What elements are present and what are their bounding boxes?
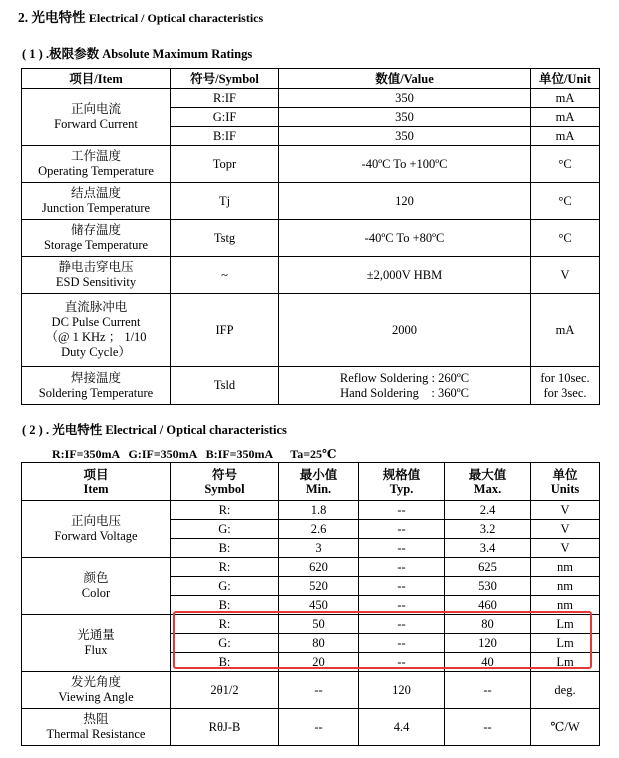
- table-row: [22, 89, 600, 108]
- max-cell: 530: [445, 577, 531, 596]
- typ-cell: --: [359, 577, 445, 596]
- typ-cell: 4.4: [359, 709, 445, 746]
- min-cell: --: [279, 709, 359, 746]
- header-en: Typ.: [389, 481, 414, 496]
- item-en: Soldering Temperature: [38, 385, 154, 400]
- item-en: Junction Temperature: [41, 201, 151, 215]
- table-row: [22, 183, 600, 220]
- item-en: Storage Temperature: [43, 238, 149, 252]
- min-cell: 620: [279, 558, 359, 577]
- item-en: Flux: [84, 643, 108, 657]
- typ-cell: --: [359, 596, 445, 615]
- unit-cell: nm: [531, 596, 600, 615]
- header-en: Symbol: [204, 481, 245, 496]
- section-title-cn: 2. 光电特性: [18, 10, 86, 25]
- table-row: [22, 501, 600, 520]
- max-cell: --: [445, 672, 531, 709]
- symbol-cell: R:: [171, 558, 279, 577]
- typ-cell: --: [359, 501, 445, 520]
- typ-cell: --: [359, 615, 445, 634]
- table-header-row: [22, 463, 600, 501]
- symbol-cell: B:: [171, 539, 279, 558]
- max-cell: 3.2: [445, 520, 531, 539]
- min-cell: 3: [279, 539, 359, 558]
- symbol-cell: G:: [171, 520, 279, 539]
- optical-characteristics-table: [21, 462, 600, 746]
- min-cell: 50: [279, 615, 359, 634]
- item-forward-current: [22, 89, 171, 146]
- symbol-cell: 2θ1/2: [171, 672, 279, 709]
- symbol-cell: G:IF: [171, 108, 279, 127]
- unit-cell: Lm: [531, 634, 600, 653]
- item-color: [22, 558, 171, 615]
- item-cn: 工作温度: [70, 149, 121, 163]
- col-header-value: 数值/Value: [279, 69, 531, 89]
- item-cn: 正向电压: [70, 514, 121, 528]
- item-note: （@ 1 KHz ； 1/10: [45, 330, 147, 344]
- item-cn: 发光角度: [70, 675, 121, 689]
- value-cell: -40ºC To +100ºC: [279, 146, 531, 183]
- item-cn: 静电击穿电压: [58, 260, 134, 274]
- header-en: Max.: [473, 481, 502, 496]
- item-cn: 热阻: [83, 712, 109, 726]
- item-cell: [22, 257, 171, 294]
- col-header-symbol: [171, 463, 279, 501]
- section-title: [18, 6, 263, 26]
- symbol-cell: Tstg: [171, 220, 279, 257]
- item-cn: 正向电流: [70, 102, 121, 116]
- header-cn: 符号: [211, 467, 237, 482]
- header-cn: 最大值: [468, 467, 507, 482]
- unit-cell: ℃/W: [531, 709, 600, 746]
- unit-cell: mA: [531, 294, 600, 367]
- unit-cell: nm: [531, 577, 600, 596]
- col-header-max: [445, 463, 531, 501]
- unit-cell: Lm: [531, 615, 600, 634]
- header-cn: 最小值: [299, 467, 338, 482]
- symbol-cell: RθJ-B: [171, 709, 279, 746]
- min-cell: 520: [279, 577, 359, 596]
- table-row: [22, 294, 600, 367]
- min-cell: 2.6: [279, 520, 359, 539]
- item-en: Forward Voltage: [54, 529, 138, 543]
- abs-max-heading: ( 1 ) .极限参数 Absolute Maximum Ratings: [22, 47, 253, 61]
- item-en: Color: [81, 586, 111, 600]
- min-cell: 20: [279, 653, 359, 672]
- unit-cell: Lm: [531, 653, 600, 672]
- max-cell: 625: [445, 558, 531, 577]
- table-header-row: [22, 69, 600, 89]
- unit-cell: V: [531, 257, 600, 294]
- unit-cell: °C: [531, 220, 600, 257]
- item-en: DC Pulse Current: [51, 315, 141, 329]
- item-cn: 结点温度: [70, 186, 121, 200]
- typ-cell: --: [359, 520, 445, 539]
- item-cell: [22, 220, 171, 257]
- symbol-cell: R:: [171, 615, 279, 634]
- symbol-cell: G:: [171, 634, 279, 653]
- value-cell: 350: [279, 108, 531, 127]
- symbol-cell: R:: [171, 501, 279, 520]
- max-cell: 120: [445, 634, 531, 653]
- unit-cell: deg.: [531, 672, 600, 709]
- item-flux: [22, 615, 171, 672]
- item-en: Thermal Resistance: [46, 727, 146, 741]
- unit-cell: mA: [531, 108, 600, 127]
- min-cell: --: [279, 672, 359, 709]
- item-forward-voltage: [22, 501, 171, 558]
- max-cell: 3.4: [445, 539, 531, 558]
- unit-cell: °C: [531, 146, 600, 183]
- table-row: [22, 558, 600, 577]
- unit-cell: °C: [531, 183, 600, 220]
- symbol-cell: Topr: [171, 146, 279, 183]
- table-row: [22, 146, 600, 183]
- absolute-max-ratings-table: [21, 68, 600, 405]
- unit-cell: V: [531, 501, 600, 520]
- value-line: Reflow Soldering : 260ºC: [339, 370, 470, 385]
- section-title-en: Electrical / Optical characteristics: [88, 11, 264, 25]
- symbol-cell: IFP: [171, 294, 279, 367]
- item-cn: 储存温度: [70, 223, 121, 237]
- unit-cell: mA: [531, 127, 600, 146]
- col-header-units: [531, 463, 600, 501]
- symbol-cell: R:IF: [171, 89, 279, 108]
- header-en: Units: [550, 481, 580, 496]
- symbol-cell: Tsld: [171, 367, 279, 405]
- col-header-item: 项目/Item: [22, 69, 171, 89]
- unit-cell: mA: [531, 89, 600, 108]
- symbol-cell: B:: [171, 596, 279, 615]
- flux-highlight-box: [173, 611, 592, 669]
- item-cn: 颜色: [83, 571, 109, 585]
- value-cell: 2000: [279, 294, 531, 367]
- item-viewing-angle: [22, 672, 171, 709]
- value-cell: [279, 367, 531, 405]
- col-header-min: [279, 463, 359, 501]
- item-en: Forward Current: [54, 117, 138, 131]
- item-cell: [22, 367, 171, 405]
- symbol-cell: Tj: [171, 183, 279, 220]
- min-cell: 1.8: [279, 501, 359, 520]
- typ-cell: --: [359, 653, 445, 672]
- item-cell: [22, 183, 171, 220]
- max-cell: 80: [445, 615, 531, 634]
- typ-cell: --: [359, 558, 445, 577]
- item-en: Operating Temperature: [38, 164, 154, 178]
- unit-line: for 10sec.: [540, 370, 590, 385]
- unit-cell: V: [531, 520, 600, 539]
- value-cell: 120: [279, 183, 531, 220]
- value-cell: 350: [279, 89, 531, 108]
- item-note: Duty Cycle）: [61, 345, 131, 359]
- symbol-cell: ~: [171, 257, 279, 294]
- table-row: [22, 367, 600, 405]
- max-cell: 460: [445, 596, 531, 615]
- table-row: [22, 257, 600, 294]
- min-cell: 450: [279, 596, 359, 615]
- header-en: Min.: [305, 481, 332, 496]
- item-cn: 光通量: [77, 628, 115, 642]
- min-cell: 80: [279, 634, 359, 653]
- unit-line: for 3sec.: [543, 385, 587, 400]
- header-cn: 单位: [552, 467, 578, 482]
- value-cell: -40ºC To +80ºC: [279, 220, 531, 257]
- header-cn: 项目: [83, 467, 109, 482]
- max-cell: --: [445, 709, 531, 746]
- col-header-item: [22, 463, 171, 501]
- item-cell: [22, 294, 171, 367]
- item-en: ESD Sensitivity: [55, 275, 137, 289]
- item-thermal-resistance: [22, 709, 171, 746]
- value-cell: 350: [279, 127, 531, 146]
- typ-cell: --: [359, 539, 445, 558]
- symbol-cell: B:IF: [171, 127, 279, 146]
- unit-cell: nm: [531, 558, 600, 577]
- col-header-typ: [359, 463, 445, 501]
- symbol-cell: B:: [171, 653, 279, 672]
- item-en: Viewing Angle: [58, 690, 134, 704]
- value-cell: ±2,000V HBM: [279, 257, 531, 294]
- unit-cell: [531, 367, 600, 405]
- symbol-cell: G:: [171, 577, 279, 596]
- max-cell: 2.4: [445, 501, 531, 520]
- table-row: [22, 220, 600, 257]
- typ-cell: --: [359, 634, 445, 653]
- unit-cell: V: [531, 539, 600, 558]
- table-row: [22, 672, 600, 709]
- optical-heading: ( 2 ) . 光电特性 Electrical / Optical characteristics: [22, 423, 287, 437]
- header-en: Item: [83, 481, 109, 496]
- test-conditions: R:IF=350mA G:IF=350mA B:IF=350mA Ta=25℃: [52, 447, 337, 461]
- col-header-unit: 单位/Unit: [531, 69, 600, 89]
- item-cn: 焊接温度: [70, 370, 121, 385]
- header-cn: 规格值: [382, 467, 421, 482]
- max-cell: 40: [445, 653, 531, 672]
- table-row: [22, 709, 600, 746]
- typ-cell: 120: [359, 672, 445, 709]
- item-cn: 直流脉冲电: [64, 300, 128, 314]
- item-cell: [22, 146, 171, 183]
- col-header-symbol: 符号/Symbol: [171, 69, 279, 89]
- value-line: Hand Soldering : 360ºC: [340, 385, 469, 400]
